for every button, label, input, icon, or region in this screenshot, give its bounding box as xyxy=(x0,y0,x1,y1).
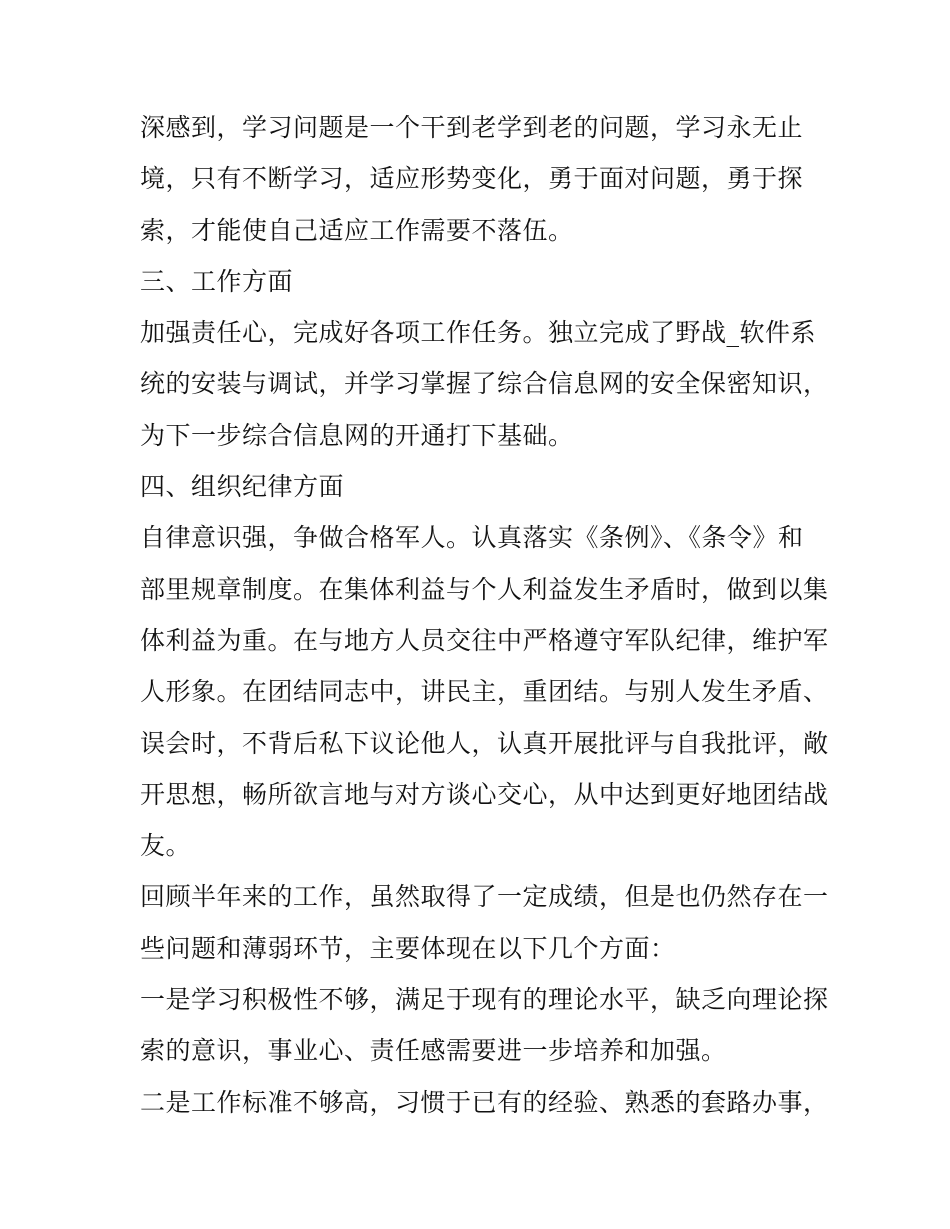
text-line: 开思想，畅所欲言地与对方谈心交心，从中达到更好地团结战 xyxy=(140,779,829,809)
text-line: 索，才能使自己适应工作需要不落伍。 xyxy=(140,215,574,245)
text-line: 深感到，学习问题是一个干到老学到老的问题，学习永无止 xyxy=(140,113,804,142)
text-line: 加强责任心，完成好各项工作任务。独立完成了野战_软件系 xyxy=(140,318,817,348)
text-line: 二是工作标准不够高，习惯于已有的经验、熟悉的套路办事， xyxy=(140,1087,829,1117)
text-line: 为下一步综合信息网的开通打下基础。 xyxy=(140,420,574,450)
section-heading-discipline: 四、组织纪律方面 xyxy=(140,472,345,502)
text-line: 境，只有不断学习，适应形势变化，勇于面对问题，勇于探 xyxy=(140,164,804,194)
text-line: 友。 xyxy=(140,831,192,861)
text-line: 一是学习积极性不够，满足于现有的理论水平，缺乏向理论探 xyxy=(140,985,829,1015)
text-line: 误会时，不背后私下议论他人，认真开展批评与自我批评，敞 xyxy=(140,728,829,758)
text-line: 自律意识强，争做合格军人。认真落实《条例》、《条令》和 xyxy=(140,523,804,553)
text-line: 体利益为重。在与地方人员交往中严格遵守军队纪律，维护军 xyxy=(140,625,829,655)
text-line: 回顾半年来的工作，虽然取得了一定成绩，但是也仍然存在一 xyxy=(140,882,829,912)
text-line: 些问题和薄弱环节，主要体现在以下几个方面： xyxy=(140,933,676,963)
text-line: 部里规章制度。在集体利益与个人利益发生矛盾时，做到以集 xyxy=(140,574,829,604)
text-line: 人形象。在团结同志中，讲民主，重团结。与别人发生矛盾、 xyxy=(140,677,829,707)
document-body xyxy=(140,102,829,1128)
text-line: 统的安装与调试，并学习掌握了综合信息网的安全保密知识， xyxy=(140,369,829,399)
section-heading-work: 三、工作方面 xyxy=(140,266,294,296)
text-line: 索的意识，事业心、责任感需要进一步培养和加强。 xyxy=(140,1036,727,1066)
